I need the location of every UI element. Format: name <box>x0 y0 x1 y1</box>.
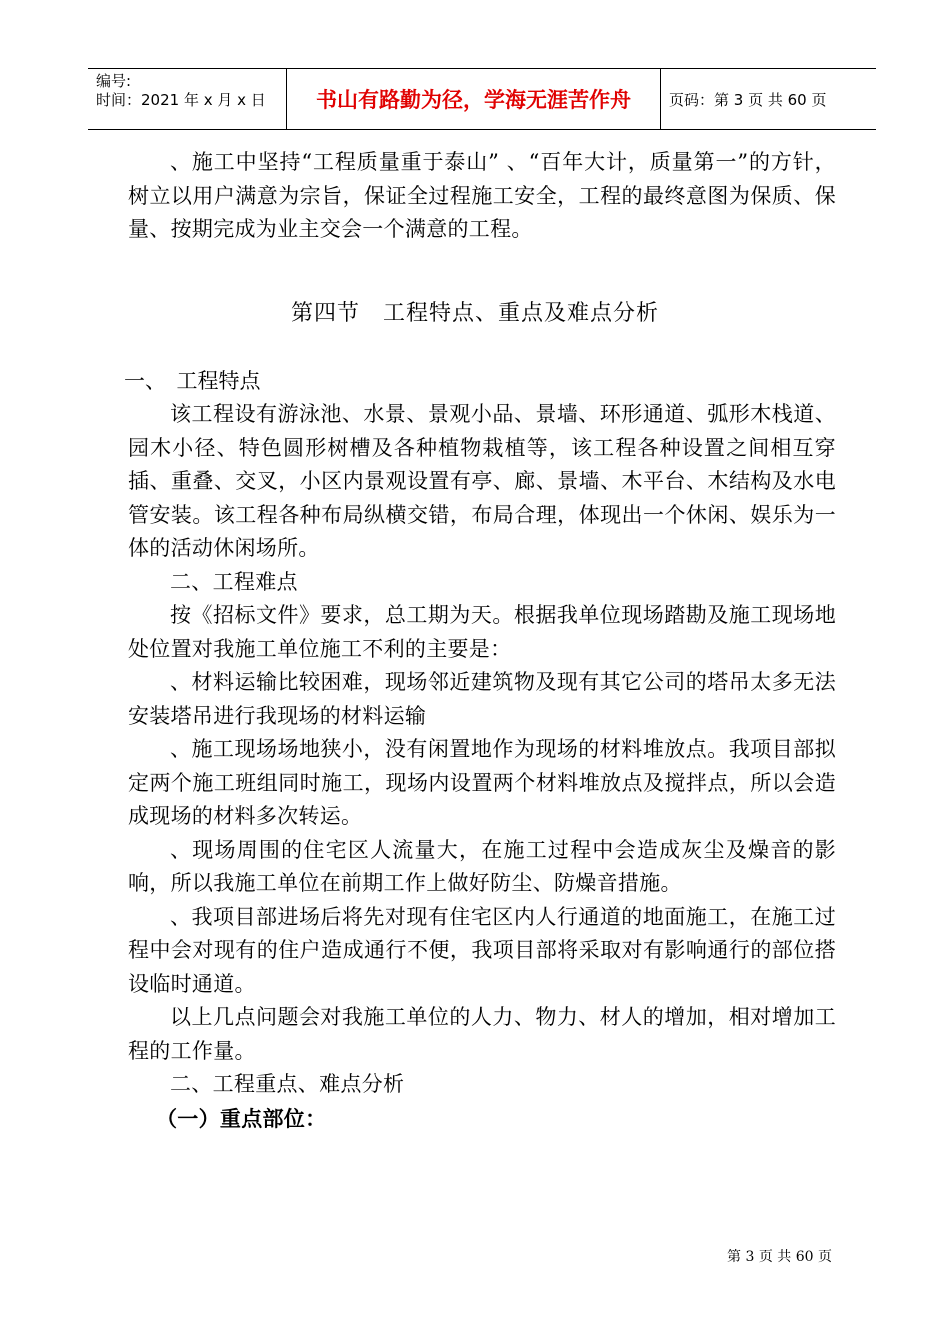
features-paragraph: 该工程设有游泳池、水景、景观小品、景墙、环形通道、弧形木栈道、园木小径、特色圆形树槽及各种植物栽植等，该工程各种设置之间相互穿插、重叠、交叉，小区内景观设置有亭、廊、景墙、木平台、木结构及水电管安装。该工程各种布局纵横交错，布局合理，体现出一个休闲、娱乐为一体的活动休闲场所。 <box>128 402 836 560</box>
page-footer: 第 3 页 共 60 页 <box>727 1249 832 1265</box>
difficulties-heading: 二、工程难点 <box>170 569 298 594</box>
header-meta <box>88 69 287 129</box>
key-analysis-heading: 二、工程重点、难点分析 <box>170 1072 405 1096</box>
difficulties-intro: 按《招标文件》要求，总工期为天。根据我单位现场踏勘及施工现场地处位置对我施工单位施工不利的主要是： <box>128 603 836 661</box>
header-motto: 书山有路勤为径，学海无涯苦作舟 <box>287 69 661 129</box>
number-label: 编号: <box>96 72 132 90</box>
document-body <box>124 146 836 1135</box>
difficulty-item: 、现场周围的住宅区人流量大，在施工过程中会造成灰尘及燥音的影响，所以我施工单位在前期工作上做好防尘、防燥音措施。 <box>128 837 836 895</box>
difficulties-summary: 以上几点问题会对我施工单位的人力、物力、材人的增加，相对增加工程的工作量。 <box>128 1005 836 1063</box>
page-header <box>88 68 876 130</box>
difficulty-item: 、材料运输比较困难，现场邻近建筑物及现有其它公司的塔吊太多无法安装塔吊进行我现场的材料运输 <box>128 670 836 728</box>
date-label: 时间：2021 年 x 月 x 日 <box>96 91 266 109</box>
features-heading: 一、 工程特点 <box>124 368 261 393</box>
intro-paragraph: 、施工中坚持“工程质量重于泰山” 、“百年大计，质量第一”的方针，树立以用户满意为宗旨，保证全过程施工安全，工程的最终意图为保质、保量、按期完成为业主交会一个满意的工程。 <box>128 150 836 241</box>
section-title: 第四节 工程特点、重点及难点分析 <box>290 301 659 326</box>
header-page-info: 页码：第 3 页 共 60 页 <box>669 90 827 109</box>
difficulty-item: 、我项目部进场后将先对现有住宅区内人行通道的地面施工，在施工过程中会对现有的住户造成通行不便，我项目部将采取对有影响通行的部位搭设临时通道。 <box>128 904 836 996</box>
difficulty-item: 、施工现场场地狭小，没有闲置地作为现场的材料堆放点。我项目部拟定两个施工班组同时施工，现场内设置两个材料堆放点及搅拌点，所以会造成现场的材料多次转运。 <box>128 737 836 828</box>
key-parts-heading: （一）重点部位： <box>156 1105 327 1131</box>
